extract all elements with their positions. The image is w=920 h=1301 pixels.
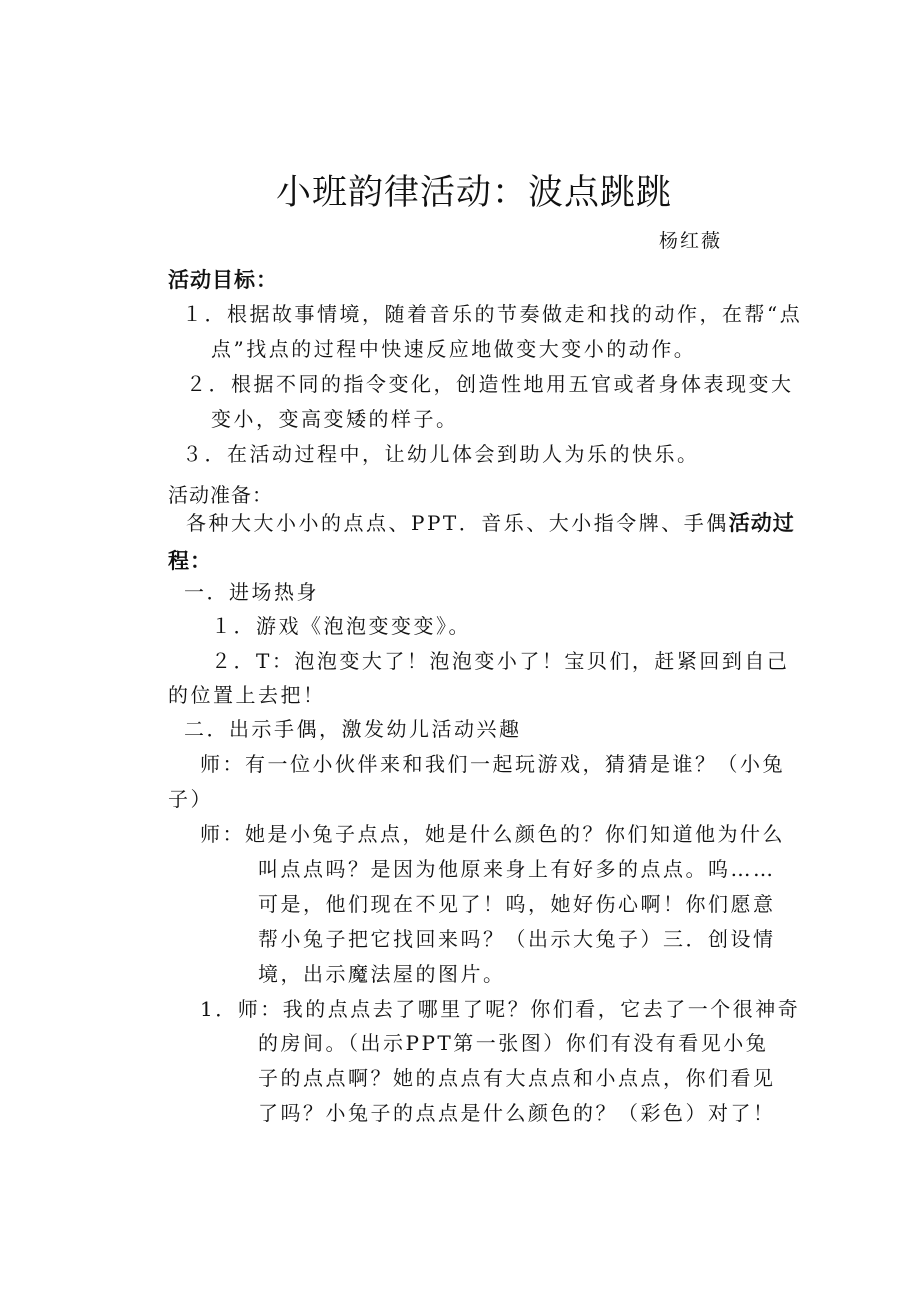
- paragraph-1-line-2: 子）: [168, 787, 213, 811]
- process-heading-end: 程：: [168, 549, 212, 573]
- goals-heading: 活动目标：: [168, 268, 278, 292]
- paragraph-3-line-2: 的房间。（出示PPT第一张图）你们有没有看见小兔: [258, 1031, 769, 1055]
- prep-text: [186, 513, 795, 534]
- paragraph-1-line-1: 师：有一位小伙伴来和我们一起玩游戏，猜猜是谁？（小兔: [200, 752, 785, 776]
- goal-2-line-2: 变小，变高变矮的样子。: [211, 407, 459, 431]
- author-name: 杨红薇: [659, 230, 723, 252]
- document-title: 小班韵律活动：波点跳跳: [276, 173, 673, 213]
- goal-1-line-2: 点”找点的过程中快速反应地做变大变小的动作。: [211, 337, 697, 361]
- prep-heading: 活动准备：: [168, 483, 273, 507]
- goal-1-line-1: １．根据故事情境，随着音乐的节奏做走和找的动作，在帮“点: [182, 302, 803, 326]
- section-2-title: 二．出示手偶，激发幼儿活动兴趣: [184, 717, 522, 741]
- section-1-item-2-line-2: 的位置上去把！: [168, 683, 326, 707]
- goal-2-line-1: ２．根据不同的指令变化，创造性地用五官或者身体表现变大: [186, 372, 794, 396]
- paragraph-2-line-5: 境，出示魔法屋的图片。: [258, 962, 506, 986]
- goal-3: ３．在活动过程中，让幼儿体会到助人为乐的快乐。: [182, 442, 700, 466]
- paragraph-3-line-3: 子的点点啊？她的点点有大点点和小点点，你们看见: [258, 1066, 776, 1090]
- section-1-title: 一．进场热身: [184, 580, 319, 604]
- process-heading-start: 活动过: [728, 511, 795, 535]
- section-1-item-1: １．游戏《泡泡变变变》。: [211, 614, 471, 638]
- prep-materials: 各种大大小小的点点、PPT．音乐、大小指令牌、手偶: [186, 511, 729, 535]
- paragraph-2-line-2: 叫点点吗？是因为他原来身上有好多的点点。呜……: [258, 857, 776, 881]
- paragraph-3-line-4: 了吗？小兔子的点点是什么颜色的？（彩色）对了！: [258, 1101, 776, 1125]
- paragraph-2-line-1: 师：她是小兔子点点，她是什么颜色的？你们知道他为什么: [200, 822, 785, 846]
- paragraph-2-line-3: 可是，他们现在不见了！呜，她好伤心啊！你们愿意: [258, 892, 776, 916]
- section-1-item-2-line-1: ２．T：泡泡变大了！泡泡变小了！宝贝们，赶紧回到自己: [211, 649, 790, 673]
- paragraph-2-line-4: 帮小兔子把它找回来吗？（出示大兔子）三．创设情: [258, 927, 776, 951]
- paragraph-3-line-1: 1．师：我的点点去了哪里了呢？你们看，它去了一个很神奇: [200, 997, 801, 1021]
